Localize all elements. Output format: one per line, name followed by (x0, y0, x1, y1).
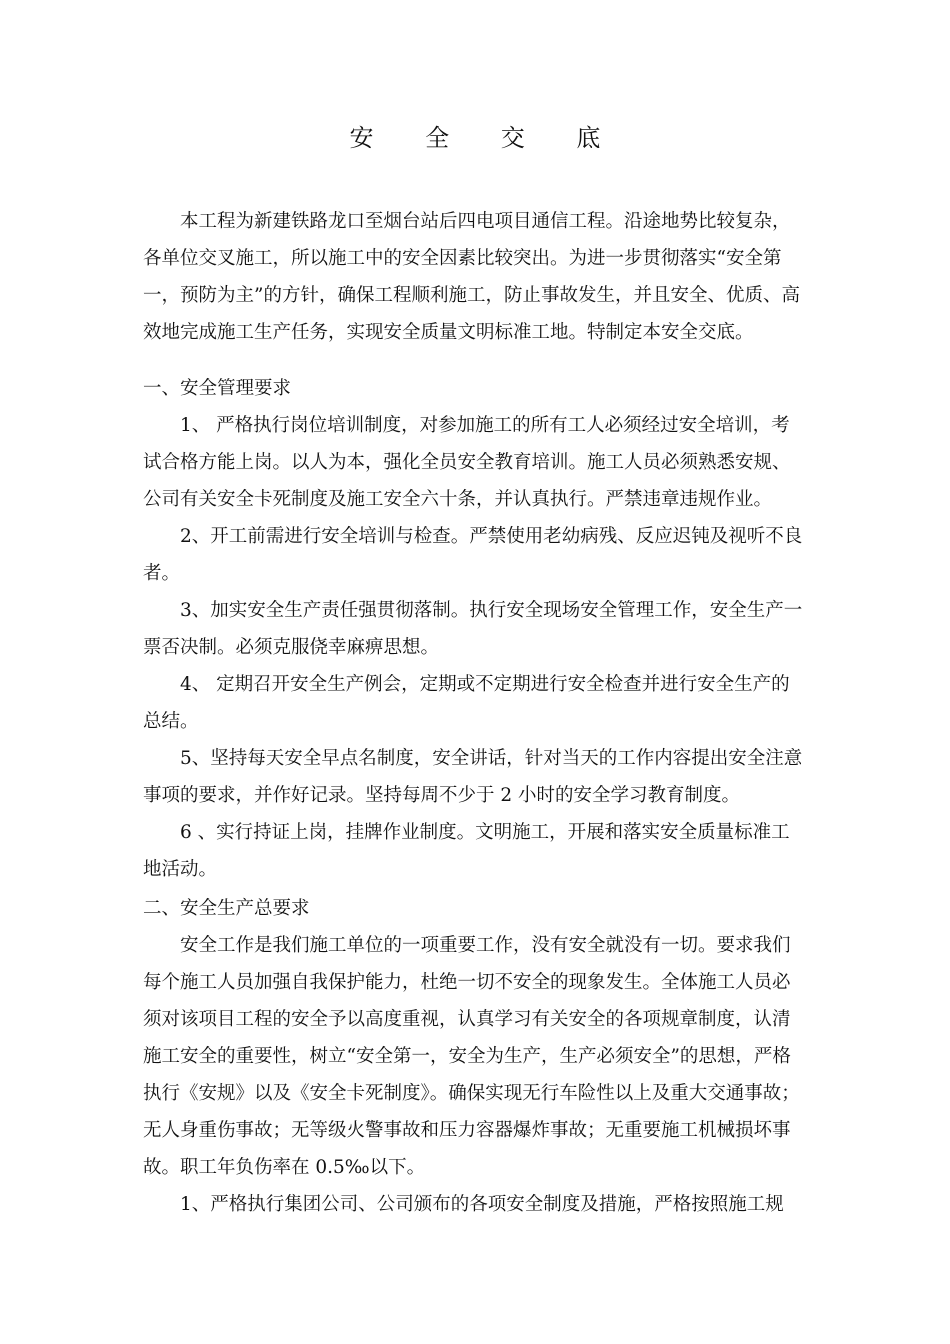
section-heading: 一、安全管理要求 (143, 378, 292, 399)
list-item: 3、加实安全生产责任强贯彻落制。执行安全现场安全管理工作，安全生产一票否决制。必须克服侥幸麻痹思想。 (143, 600, 803, 658)
section-intro-paragraph: 安全工作是我们施工单位的一项重要工作，没有安全就没有一切。要求我们每个施工人员加强自我保护能力，杜绝一切不安全的现象发生。全体施工人员必须对该项目工程的安全予以高度重视，认真学习有关安全的各项规章制度，认清施工安全的重要性，树立“安全第一，安全为生产，生产必须安全”的思想，严格执行《安规》以及《安全卡死制度》。确保实现无行车险性以上及重大交通事故；无人身重伤事故；无等级火警事故和压力容器爆炸事故；无重要施工机械损坏事故。职工年负伤率在 0.5‰以下。 (143, 935, 800, 1178)
section-safety-management (143, 370, 807, 888)
list-item: 6 、实行持证上岗，挂牌作业制度。文明施工，开展和落实安全质量标准工地活动。 (143, 822, 790, 880)
list-item: 4、 定期召开安全生产例会，定期或不定期进行安全检查并进行安全生产的总结。 (143, 674, 790, 732)
list-item: 1、 严格执行岗位培训制度，对参加施工的所有工人必须经过安全培训，考试合格方能上岗。以人为本，强化全员安全教育培训。施工人员必须熟悉安规、公司有关安全卡死制度及施工安全六十条，并认真执行。严禁违章违规作业。 (143, 415, 791, 510)
section-heading: 二、安全生产总要求 (143, 898, 310, 919)
list-item: 1、严格执行集团公司、公司颁布的各项安全制度及措施，严格按照施工规 (180, 1194, 784, 1215)
document-title: 安 全 交 底 (349, 124, 623, 152)
intro-block (143, 203, 807, 351)
list-item: 5、坚持每天安全早点名制度，安全讲话，针对当天的工作内容提出安全注意事项的要求，并作好记录。坚持每周不少于 2 小时的安全学习教育制度。 (143, 748, 803, 806)
list-item: 2、开工前需进行安全培训与检查。严禁使用老幼病残、反应迟钝及视听不良者。 (143, 526, 803, 584)
intro-paragraph: 本工程为新建铁路龙口至烟台站后四电项目通信工程。沿途地势比较复杂，各单位交叉施工，所以施工中的安全因素比较突出。为进一步贯彻落实“安全第一，预防为主”的方针，确保工程顺利施工，防止事故发生，并且安全、优质、高效地完成施工生产任务，实现安全质量文明标准工地。特制定本安全交底。 (143, 211, 800, 343)
section-production-requirements (143, 890, 807, 1223)
